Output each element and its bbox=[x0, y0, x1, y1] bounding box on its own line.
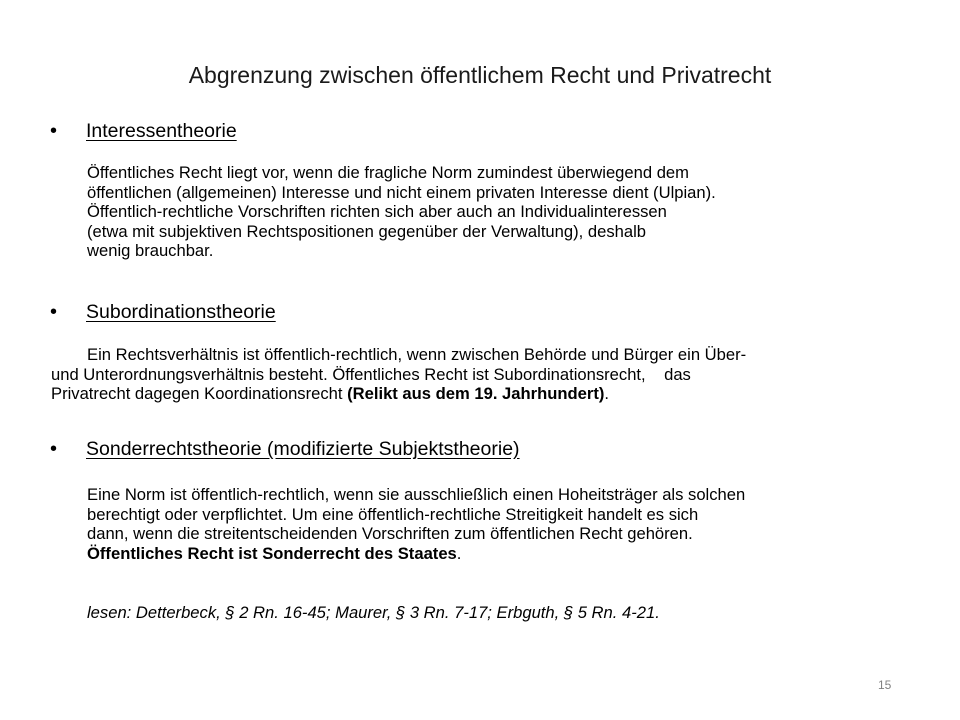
text-line: und Unterordnungsverhältnis besteht. Öffentliches Recht ist Subordinationsrecht, das bbox=[51, 364, 691, 384]
section-heading: Subordinationstheorie bbox=[86, 301, 276, 323]
text-bold: Öffentliches Recht ist Sonderrecht des Staates bbox=[87, 543, 457, 563]
text-line bbox=[51, 384, 746, 404]
text-line: (etwa mit subjektiven Rechtspositionen gegenüber der Verwaltung), deshalb bbox=[87, 221, 646, 241]
text-line: berechtigt oder verpflichtet. Um eine öffentlich-rechtliche Streitigkeit handelt es sich bbox=[87, 504, 699, 524]
bullet-icon: • bbox=[50, 301, 58, 323]
section-subordinationstheorie-header bbox=[50, 300, 276, 324]
reading-reference: lesen: Detterbeck, § 2 Rn. 16-45; Maurer, § 3 Rn. 7-17; Erbguth, § 5 Rn. 4-21. bbox=[87, 603, 660, 622]
bullet-icon: • bbox=[50, 438, 58, 460]
section-heading: Interessentheorie bbox=[86, 120, 237, 142]
bullet-icon: • bbox=[50, 120, 58, 142]
text-line: dann, wenn die streitentscheidenden Vorschriften zum öffentlichen Recht gehören. bbox=[87, 524, 693, 543]
slide-title: Abgrenzung zwischen öffentlichem Recht und Privatrecht bbox=[188, 62, 772, 88]
section-subordinationstheorie-text bbox=[51, 345, 746, 404]
section-sonderrechtstheorie-text bbox=[87, 485, 745, 563]
section-interessentheorie-text bbox=[87, 163, 716, 261]
text-line: Öffentliches Recht liegt vor, wenn die fragliche Norm zumindest überwiegend dem bbox=[87, 163, 689, 182]
text-line: Öffentlich-rechtliche Vorschriften richten sich aber auch an Individualinteressen bbox=[87, 202, 667, 221]
section-interessentheorie-header bbox=[50, 119, 237, 143]
text-line: Eine Norm ist öffentlich-rechtlich, wenn sie ausschließlich einen Hoheitsträger als solchen bbox=[87, 485, 746, 504]
section-sonderrechtstheorie-header bbox=[50, 437, 520, 461]
section-heading: Sonderrechtstheorie (modifizierte Subjektstheorie) bbox=[86, 438, 520, 460]
text-line: wenig brauchbar. bbox=[87, 241, 214, 260]
text-plain: . bbox=[456, 543, 462, 563]
text-line: öffentlichen (allgemeinen) Interesse und nicht einem privaten Interesse dient (Ulpian). bbox=[87, 182, 716, 202]
text-line bbox=[87, 544, 745, 564]
text-line: Ein Rechtsverhältnis ist öffentlich-rechtlich, wenn zwischen Behörde und Bürger ein Über- bbox=[87, 345, 747, 364]
text-plain: Privatrecht dagegen Koordinationsrecht bbox=[51, 384, 348, 403]
text-plain: . bbox=[604, 384, 610, 403]
text-bold: (Relikt aus dem 19. Jahrhundert) bbox=[347, 384, 605, 403]
page-number: 15 bbox=[878, 678, 892, 692]
